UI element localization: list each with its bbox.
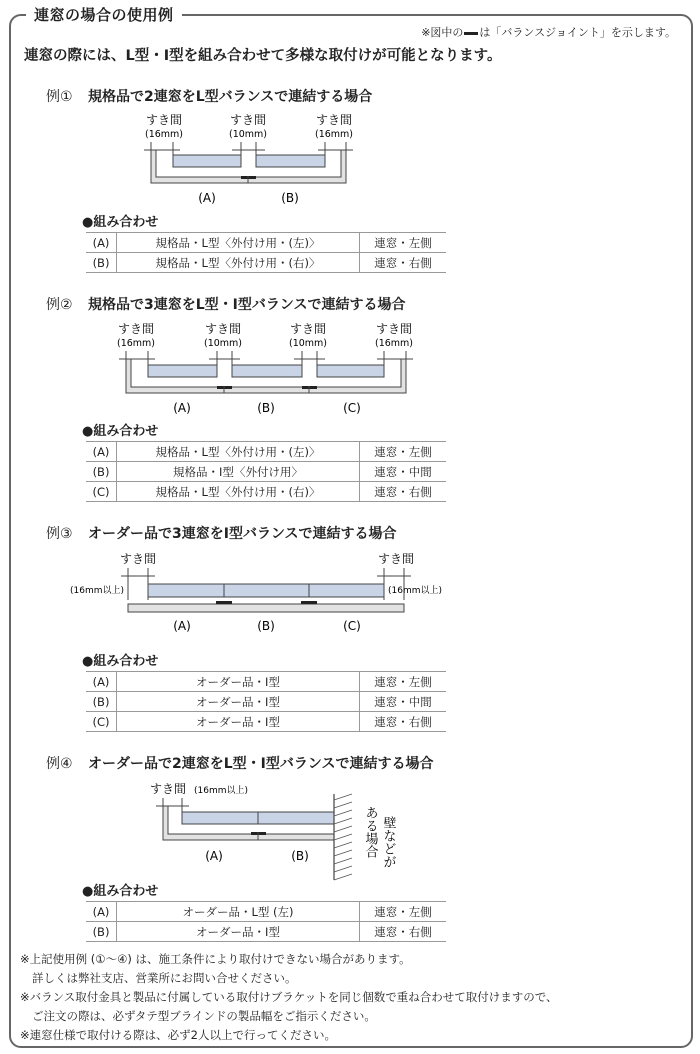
panel-label: (C) [343, 619, 361, 633]
wall-label: 壁などが [380, 816, 396, 868]
gap-label: すき間 [315, 113, 353, 127]
panel-label: (B) [291, 849, 309, 863]
gap-label: すき間 [377, 552, 415, 566]
panel-label: (C) [343, 401, 361, 415]
footnote: ※連窓仕様で取付ける際は、必ず2人以上で行ってください。 [20, 1028, 336, 1042]
gap-size: (10mm) [228, 129, 268, 140]
gap-label: すき間 [204, 322, 242, 336]
gap-size: (16mm以上) [194, 786, 249, 796]
intro-text: 連窓の際には、L型・I型を組み合わせて多様な取付けが可能となります。 [24, 48, 502, 64]
gap-size: (10mm) [203, 338, 243, 349]
gap-label: すき間 [289, 322, 327, 336]
panel-label: (A) [198, 191, 216, 205]
gap-label: すき間 [150, 782, 187, 796]
table-row: (A) 規格品・L型〈外付け用・(左)〉 連窓・左側 [86, 233, 446, 253]
panel-label: (B) [257, 401, 275, 415]
footnote: ※バランス取付金具と製品に付属している取付けブラケットを同じ個数で重ね合わせて取付けますので、 [20, 990, 558, 1004]
footnote: ご注文の際は、必ずタテ型ブラインドの製品幅をご指示ください。 [32, 1009, 376, 1023]
combo-table-4 [86, 901, 446, 942]
table-row: (A) 規格品・L型〈外付け用・(左)〉 連窓・左側 [86, 442, 446, 462]
gap-label: すき間 [229, 113, 267, 127]
gap-size: (16mm) [116, 338, 156, 349]
table-row: (B) 規格品・I型〈外付け用〉 連窓・中間 [86, 462, 446, 482]
panel-label: (B) [281, 191, 299, 205]
footnotes [20, 950, 557, 1045]
wall-label: ある場合 [362, 806, 378, 858]
joint-legend-note: ※図中の は「バランスジョイント」を示します。 [421, 26, 676, 39]
gap-size: (16mm) [314, 129, 354, 140]
example-3-title: 例③ オーダー品で3連窓をI型バランスで連結する場合 [46, 526, 397, 542]
footnote: ※上記使用例 (①〜④) は、施工条件により取付けできない場合があります。 [20, 952, 411, 966]
gap-size: (16mm) [144, 129, 184, 140]
table-row: (C) 規格品・L型〈外付け用・(右)〉 連窓・右側 [86, 482, 446, 502]
table-row: (B) オーダー品・I型 連窓・右側 [86, 922, 446, 942]
combo-heading: ●組み合わせ [82, 884, 159, 899]
combo-heading: ●組み合わせ [82, 215, 159, 230]
gap-size: (16mm以上) [388, 586, 443, 596]
gap-label: すき間 [119, 552, 157, 566]
gap-size: (16mm以上) [69, 586, 124, 596]
wall-hatch [334, 794, 352, 880]
combo-heading: ●組み合わせ [82, 424, 159, 439]
panel-label: (A) [173, 619, 191, 633]
table-row: (C) オーダー品・I型 連窓・右側 [86, 712, 446, 732]
panel-label: (A) [173, 401, 191, 415]
panel-label: (A) [205, 849, 223, 863]
footnote: 詳しくは弊社支店、営業所にお問い合せください。 [32, 971, 297, 985]
gap-label: すき間 [145, 113, 183, 127]
table-row: (B) 規格品・L型〈外付け用・(右)〉 連窓・右側 [86, 253, 446, 273]
gap-label: すき間 [117, 322, 155, 336]
example-2-title: 例② 規格品で3連窓をL型・I型バランスで連結する場合 [46, 297, 406, 313]
gap-size: (16mm) [374, 338, 414, 349]
panel-label: (B) [257, 619, 275, 633]
example-4-title: 例④ オーダー品で2連窓をL型・I型バランスで連結する場合 [46, 756, 434, 772]
table-row: (A) オーダー品・L型 (左) 連窓・左側 [86, 902, 446, 922]
table-row: (B) オーダー品・I型 連窓・中間 [86, 692, 446, 712]
combo-heading: ●組み合わせ [82, 654, 159, 669]
example-1-title: 例① 規格品で2連窓をL型バランスで連結する場合 [46, 89, 373, 105]
table-row: (A) オーダー品・I型 連窓・左側 [86, 672, 446, 692]
gap-size: (10mm) [288, 338, 328, 349]
gap-label: すき間 [375, 322, 413, 336]
section-title: 連窓の場合の使用例 [26, 4, 182, 25]
